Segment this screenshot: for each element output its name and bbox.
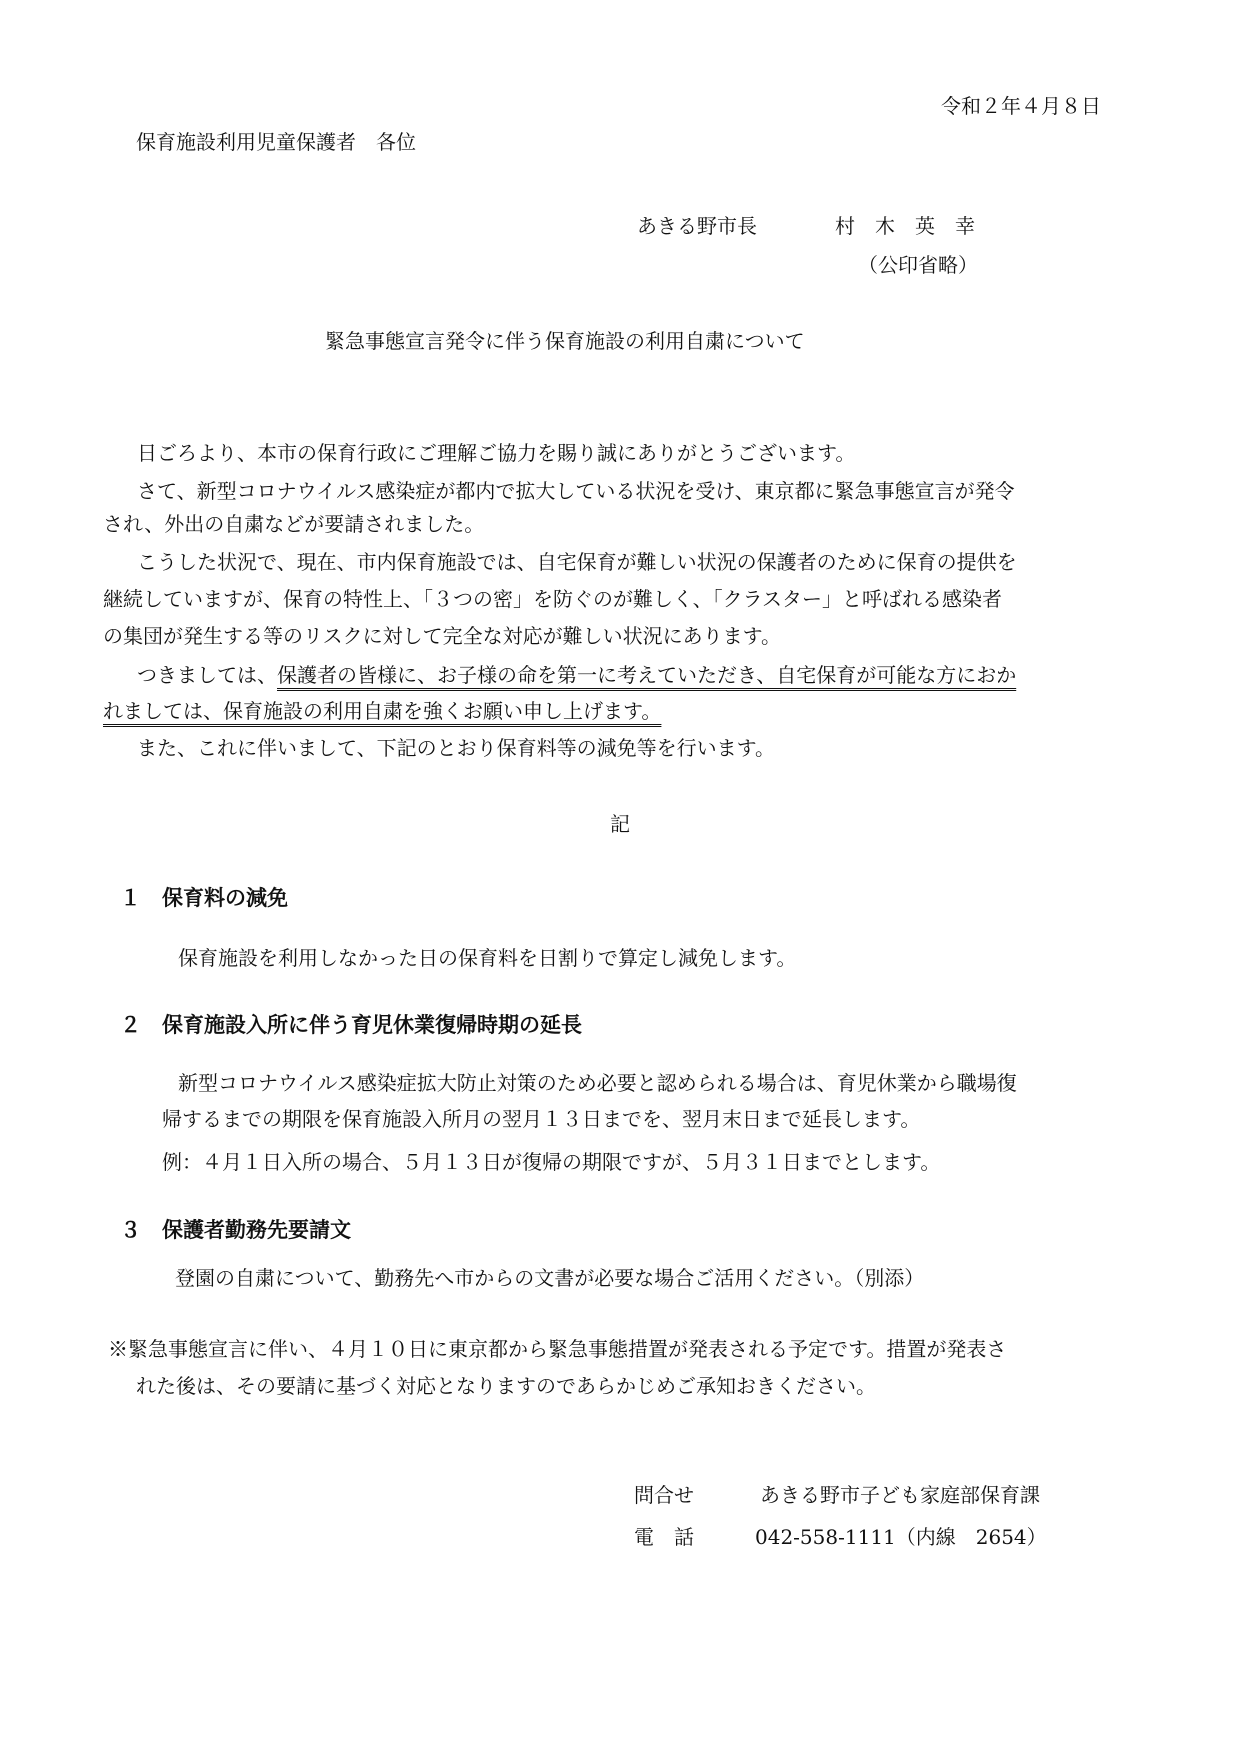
body-paragraph-4-line-1 — [137, 659, 1016, 688]
section-1-line-1: 保育施設を利用しなかった日の保育料を日割りで算定し減免します。 — [178, 946, 797, 970]
section-2-number: ２ — [120, 1013, 141, 1037]
section-3-number: ３ — [120, 1218, 141, 1242]
note-line-1: ※緊急事態宣言に伴い、４月１０日に東京都から緊急事態措置が発表される予定です。措置が発表さ — [108, 1337, 1007, 1361]
seal-note: （公印省略） — [858, 253, 978, 277]
document-subject: 緊急事態宣言発令に伴う保育施設の利用自粛について — [325, 329, 805, 353]
section-2-title: 保育施設入所に伴う育児休業復帰時期の延長 — [162, 1013, 582, 1037]
body-paragraph-3-line-2: 継続していますが、保育の特性上、「３つの密」を防ぐのが難しく、「クラスター」と呼ばれる感染者 — [103, 587, 1002, 611]
section-2-line-1: 新型コロナウイルス感染症拡大防止対策のため必要と認められる場合は、育児休業から職場復 — [178, 1071, 1017, 1095]
section-1-number: １ — [120, 886, 141, 910]
recipient: 保育施設利用児童保護者 各位 — [136, 130, 416, 154]
document-date: 令和２年４月８日 — [941, 94, 1101, 118]
body-paragraph-2-line-2: され、外出の自粛などが要請されました。 — [103, 512, 485, 536]
note-line-2: れた後は、その要請に基づく対応となりますのであらかじめご承知おきください。 — [136, 1374, 876, 1398]
phone-label: 電 話 — [634, 1525, 694, 1549]
body-paragraph-4-underlined-1: 保護者の皆様に、お子様の命を第一に考えていただき、自宅保育が可能な方におか — [277, 663, 1017, 687]
section-2-line-3: 例：４月１日入所の場合、５月１３日が復帰の期限ですが、５月３１日までとします。 — [162, 1150, 941, 1174]
body-paragraph-2-line-1: さて、新型コロナウイルス感染症が都内で拡大している状況を受け、東京都に緊急事態宣言が発令 — [137, 479, 1015, 503]
phone-number: 042-558-1111（内線 2654） — [755, 1525, 1047, 1549]
body-paragraph-4-line-2 — [103, 695, 661, 724]
sender-title: あきる野市長 — [637, 214, 757, 238]
contact-label: 問合せ — [634, 1483, 694, 1507]
sender-name: 村 木 英 幸 — [835, 214, 975, 238]
body-paragraph-5: また、これに伴いまして、下記のとおり保育料等の減免等を行います。 — [137, 736, 775, 760]
body-paragraph-4-underlined-2: れましては、保育施設の利用自粛を強くお願い申し上げます。 — [103, 699, 662, 723]
section-2-line-2: 帰するまでの期限を保育施設入所月の翌月１３日までを、翌月末日まで延長します。 — [162, 1107, 921, 1131]
section-3-line-1: 登園の自粛について、勤務先へ市からの文書が必要な場合ご活用ください。（別添） — [175, 1266, 925, 1290]
body-paragraph-3-line-1: こうした状況で、現在、市内保育施設では、自宅保育が難しい状況の保護者のために保育の提供を — [137, 550, 1017, 574]
body-paragraph-1: 日ごろより、本市の保育行政にご理解ご協力を賜り誠にありがとうございます。 — [137, 441, 856, 465]
ki-marker: 記 — [610, 812, 630, 836]
body-paragraph-4-plain: つきましては、 — [137, 663, 277, 687]
contact-department: あきる野市子ども家庭部保育課 — [760, 1483, 1040, 1507]
section-3-title: 保護者勤務先要請文 — [162, 1218, 351, 1242]
section-1-title: 保育料の減免 — [162, 886, 288, 910]
body-paragraph-3-line-3: の集団が発生する等のリスクに対して完全な対応が難しい状況にあります。 — [103, 624, 781, 648]
